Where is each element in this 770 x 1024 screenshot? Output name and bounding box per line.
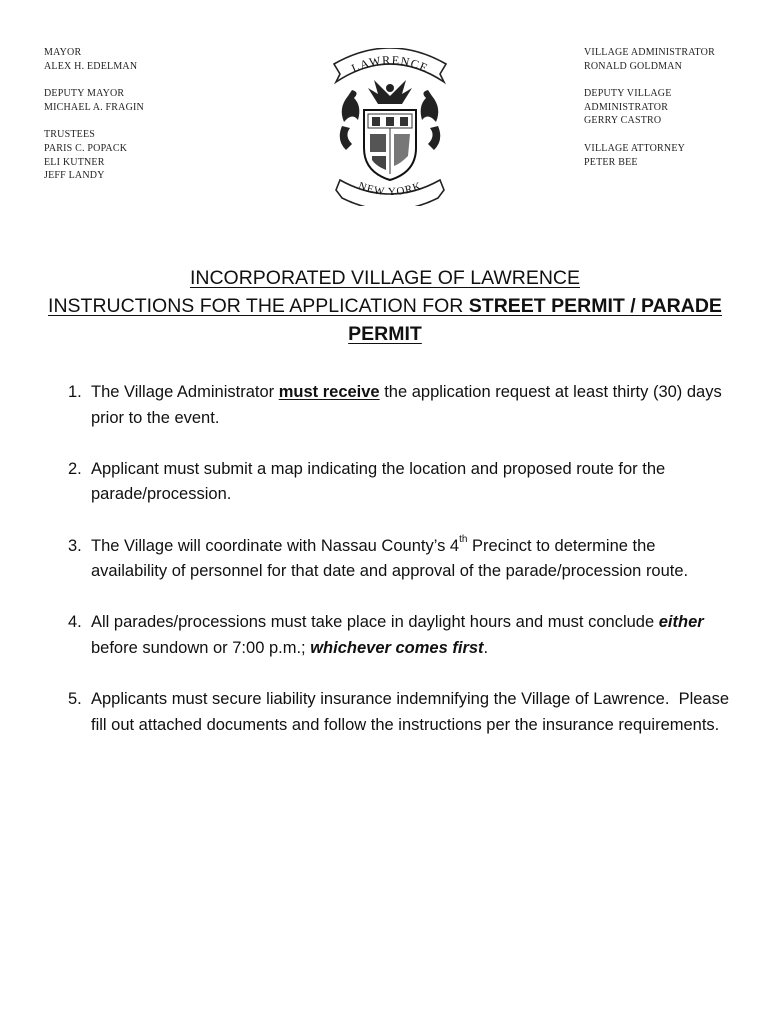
list-item [62, 534, 730, 585]
attorney-title: VILLAGE ATTORNEY [584, 142, 686, 154]
emphasis-text: either [658, 613, 704, 632]
item-number: 1. [68, 383, 82, 401]
title-permit-type: STREET PERMIT / PARADE [468, 295, 722, 317]
item-number: 2. [68, 459, 82, 478]
seal-icon [330, 48, 450, 206]
trustee-name: JEFF LANDY [44, 170, 105, 182]
mayor-title: MAYOR [44, 47, 82, 58]
trustees-title: TRUSTEES [44, 129, 96, 141]
item-text: Applicants must secure liability insurance indemnifying the Village of Lawrence. Please fill out attached documents and follow the instructions per the insurance requirements. [91, 690, 734, 734]
instructions-list [62, 380, 734, 764]
emphasis-text: whichever comes first [310, 638, 484, 657]
item-number: 5. [68, 690, 82, 709]
item-number: 3. [68, 536, 82, 555]
deputy-administrator-name: GERRY CASTRO [584, 115, 662, 127]
seal-bottom-text: NEW YORK [356, 180, 424, 199]
title-line-2: INSTRUCTIONS FOR THE APPLICATION FOR [48, 295, 469, 317]
ordinal-suffix: th [459, 534, 468, 546]
deputy-administrator-title-2: ADMINISTRATOR [584, 101, 669, 113]
list-item [62, 610, 730, 661]
title-line-1: INCORPORATED VILLAGE OF LAWRENCE [189, 267, 581, 289]
item-number: 4. [68, 613, 82, 632]
officials-right [584, 46, 715, 169]
item-text: Precinct to determine the availability of personnel for that date and approval of the parade/procession route. [91, 536, 689, 581]
title-line-3: PERMIT [348, 323, 422, 345]
trustee-name: ELI KUTNER [44, 156, 105, 168]
deputy-mayor-name: MICHAEL A. FRAGIN [44, 101, 144, 113]
list-item [62, 687, 734, 738]
item-text: before sundown or 7:00 p.m.; [91, 638, 311, 657]
village-seal [330, 48, 450, 206]
item-text: Applicant must submit a map indicating the location and proposed route for the parade/procession. [91, 459, 666, 504]
item-text: All parades/processions must take place in daylight hours and must conclude [91, 613, 659, 632]
mayor-name: ALEX H. EDELMAN [44, 60, 138, 72]
administrator-name: RONALD GOLDMAN [584, 60, 683, 72]
deputy-mayor-title: DEPUTY MAYOR [44, 88, 125, 100]
item-text: the application request at least thirty (30) days prior to the event. [91, 383, 722, 427]
emphasis-text: must receive [278, 383, 380, 401]
item-text: . [483, 638, 489, 657]
list-item [62, 457, 730, 508]
list-item [62, 380, 730, 431]
seal-top-text: LAWRENCE [349, 52, 431, 76]
document-title [40, 264, 730, 348]
deputy-administrator-title: DEPUTY VILLAGE [584, 88, 672, 100]
attorney-name: PETER BEE [584, 156, 638, 168]
trustee-name: PARIS C. POPACK [44, 142, 128, 154]
administrator-title: VILLAGE ADMINISTRATOR [584, 47, 715, 58]
item-text: The Village Administrator [91, 383, 279, 401]
officials-left [44, 46, 144, 183]
item-text: The Village will coordinate with Nassau County’s 4 [91, 536, 460, 555]
